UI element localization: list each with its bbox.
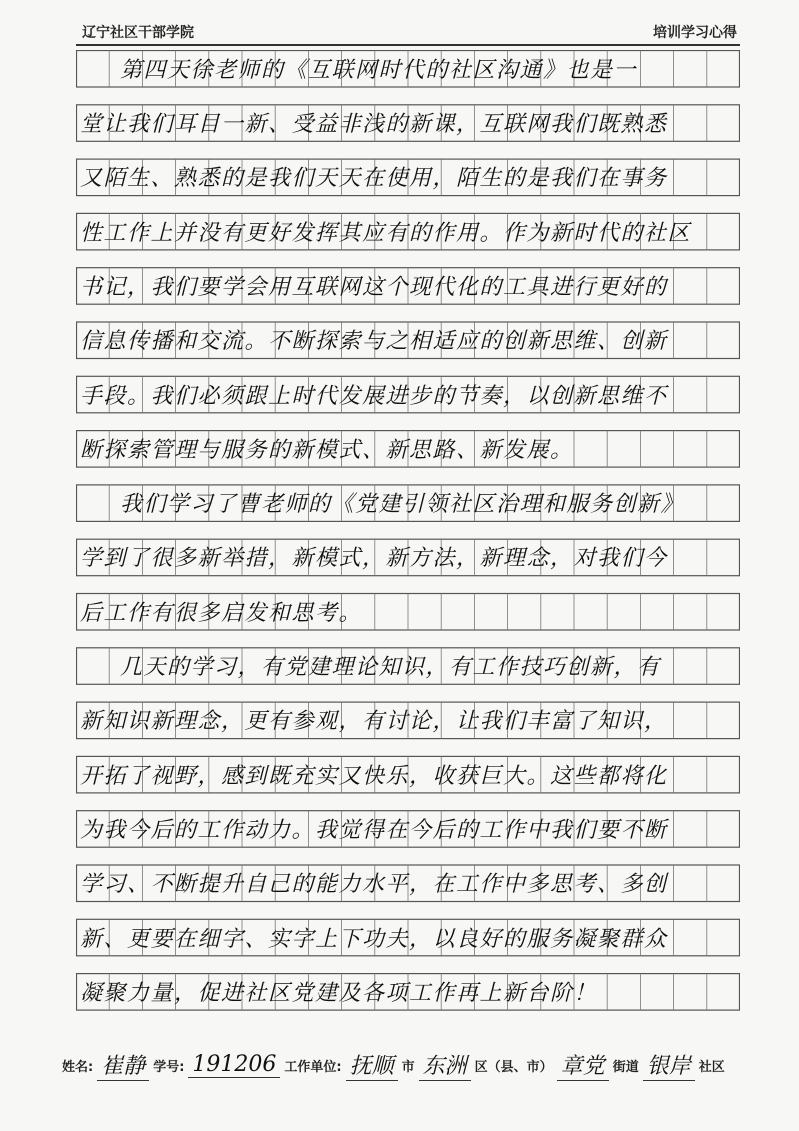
text-line: 新、更要在细字、实字上下功夫，以良好的服务凝聚群众	[80, 926, 668, 952]
street-value: 章党	[557, 1049, 609, 1081]
text-line: 信息传播和交流。不断探索与之相适应的创新思维、创新	[80, 329, 668, 355]
text-line: 凝聚力量，促进社区党建及各项工作再上新台阶！	[80, 980, 598, 1006]
district-value: 东洲	[419, 1049, 471, 1081]
name-value: 崔静	[97, 1049, 149, 1081]
unit-label: 工作单位:	[284, 1059, 342, 1075]
text-line: 书记，我们要学会用互联网这个现代化的工具进行更好的	[80, 274, 668, 300]
text-line: 我们学习了曹老师的《党建引领社区治理和服务创新》	[120, 492, 685, 518]
name-label: 姓名:	[62, 1059, 94, 1075]
id-label: 学号:	[153, 1059, 185, 1075]
community-label: 社区	[698, 1059, 725, 1075]
district-label: 区（县、市）	[474, 1059, 553, 1075]
text-line: 手段。我们必须跟上时代发展进步的节奏，以创新思维不	[80, 383, 668, 409]
text-line: 后工作有很多启发和思考。	[80, 600, 363, 626]
text-line: 又陌生、熟悉的是我们天天在使用，陌生的是我们在事务	[80, 166, 668, 192]
text-line: 几天的学习，有党建理论知识，有工作技巧创新，有	[120, 655, 661, 681]
text-line: 学习、不断提升自己的能力水平，在工作中多思考、多创	[80, 872, 668, 898]
institution-name: 辽宁社区干部学院	[82, 25, 194, 41]
footer-info	[62, 1045, 752, 1085]
text-line: 断探索管理与服务的新模式、新思路、新发展。	[80, 437, 574, 463]
community-value: 银岸	[643, 1049, 695, 1081]
handwritten-text	[76, 50, 740, 1027]
text-line: 学到了很多新举措，新模式，新方法，新理念，对我们今	[80, 546, 668, 572]
text-line: 堂让我们耳目一新、受益非浅的新课，互联网我们既熟悉	[80, 112, 668, 138]
text-line: 新知识新理念，更有参观，有讨论，让我们丰富了知识，	[80, 709, 668, 735]
text-line: 第四天徐老师的《互联网时代的社区沟通》也是一	[120, 57, 638, 83]
text-line: 性工作上并没有更好发挥其应有的作用。作为新时代的社区	[80, 220, 692, 246]
text-line: 开拓了视野，感到既充实又快乐，收获巨大。这些都将化	[80, 763, 668, 789]
street-label: 街道	[612, 1059, 639, 1075]
city-label: 市	[401, 1059, 415, 1075]
document-type: 培训学习心得	[653, 25, 737, 41]
id-value: 191206	[188, 1052, 280, 1078]
city-value: 抚顺	[346, 1049, 398, 1081]
writing-grid	[76, 50, 740, 1036]
header-rule	[76, 44, 740, 46]
text-line: 为我今后的工作动力。我觉得在今后的工作中我们要不断	[80, 817, 668, 843]
